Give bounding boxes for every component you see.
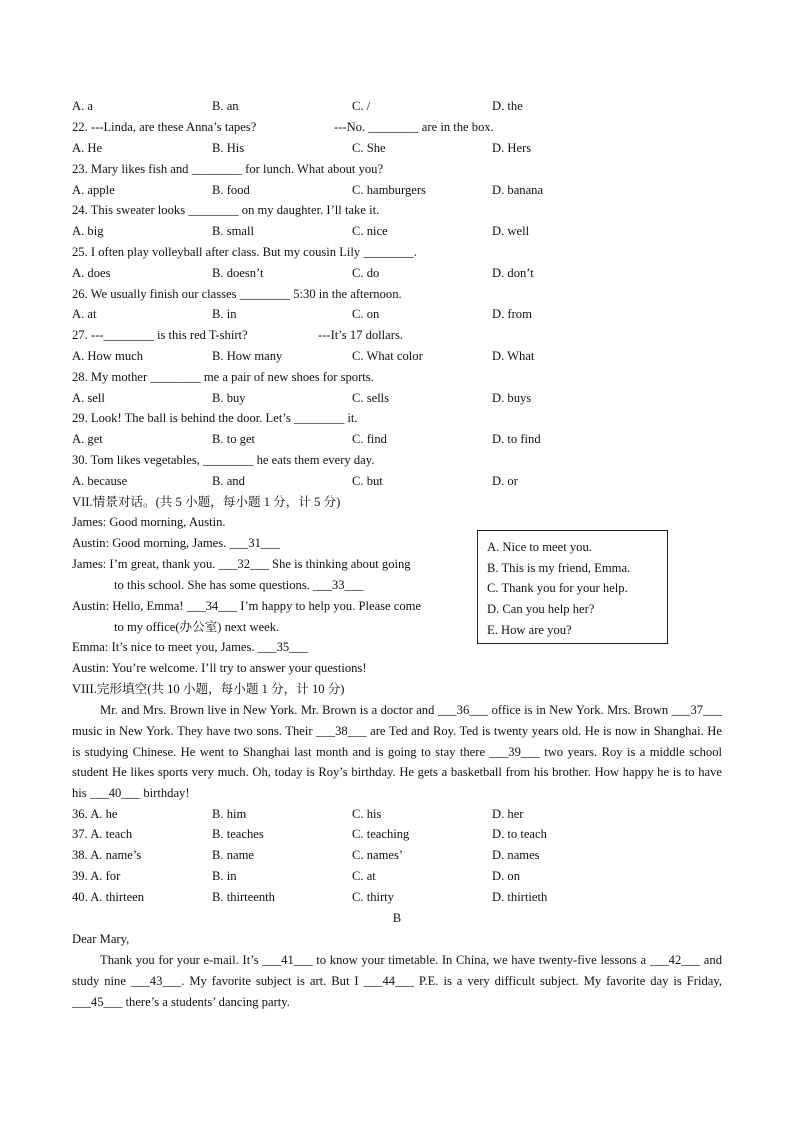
option-b: B. him — [212, 807, 247, 821]
option-a: 40. A. thirteen — [72, 890, 145, 904]
option-b: B. to get — [212, 432, 256, 446]
option-c: C. thirty — [352, 890, 394, 904]
option-c: C. on — [352, 307, 380, 321]
q21-options — [72, 98, 732, 114]
option-d: D. on — [492, 869, 520, 883]
option-d: D. or — [492, 474, 518, 488]
option-d: D. well — [492, 224, 530, 238]
option-a: A. apple — [72, 183, 115, 197]
dialogue-line-6: Austin: You’re welcome. I’ll try to answer your questions! — [72, 661, 367, 675]
option-a: A. He — [72, 141, 103, 155]
option-d: D. don’t — [492, 266, 534, 280]
q25-stem: 25. I often play volleyball after class. But my cousin Lily ________. — [72, 245, 417, 259]
option-b: B. in — [212, 869, 237, 883]
option-b: B. thirteenth — [212, 890, 275, 904]
option-a: A. a — [72, 99, 93, 113]
option-a: 37. A. teach — [72, 827, 133, 841]
option-a: A. at — [72, 307, 97, 321]
option-a: A. get — [72, 432, 103, 446]
option-c: C. names’ — [352, 848, 404, 862]
dialogue-options-box — [477, 530, 668, 644]
q37-options — [72, 826, 732, 842]
q22-reply: ---No. ________ are in the box. — [334, 120, 494, 134]
section-7-heading: VII.情景对话。(共 5 小题，每小题 1 分，计 5 分) — [72, 495, 341, 509]
q36-options — [72, 806, 732, 822]
section-8-heading: VIII.完形填空(共 10 小题，每小题 1 分，计 10 分) — [72, 682, 345, 696]
dialogue-line-4-cont: to my office(办公室) next week. — [114, 620, 280, 634]
option-d: D. thirtieth — [492, 890, 548, 904]
option-b: B. in — [212, 307, 237, 321]
option-a: A. big — [72, 224, 104, 238]
option-b: B. teaches — [212, 827, 264, 841]
option-b: B. name — [212, 848, 254, 862]
option-c: C. at — [352, 869, 376, 883]
dialogue-line-3: James: I’m great, thank you. ___32___ She is thinking about going — [72, 557, 411, 571]
option-b: B. food — [212, 183, 250, 197]
q38-options — [72, 847, 732, 863]
option-c: C. do — [352, 266, 380, 280]
q27-reply: ---It’s 17 dollars. — [318, 328, 403, 342]
option-b: B. an — [212, 99, 239, 113]
option-c: C. teaching — [352, 827, 410, 841]
option-c: C. hamburgers — [352, 183, 426, 197]
option-c: C. find — [352, 432, 387, 446]
option-c: C. She — [352, 141, 386, 155]
q22-stem: 22. ---Linda, are these Anna’s tapes? — [72, 120, 257, 134]
option-a: A. because — [72, 474, 128, 488]
option-d: D. from — [492, 307, 532, 321]
option-a: A. How much — [72, 349, 144, 363]
box-option-d: D. Can you help her? — [487, 602, 595, 617]
option-d: D. buys — [492, 391, 532, 405]
q23-stem: 23. Mary likes fish and ________ for lunch. What about you? — [72, 162, 384, 176]
q26-stem: 26. We usually finish our classes ________ 5:30 in the afternoon. — [72, 287, 402, 301]
option-c: C. sells — [352, 391, 390, 405]
option-d: D. What — [492, 349, 535, 363]
option-b: B. buy — [212, 391, 246, 405]
dialogue-line-5: Emma: It’s nice to meet you, James. ___35___ — [72, 640, 309, 654]
option-b: B. doesn’t — [212, 266, 264, 280]
q26-options — [72, 306, 732, 322]
box-option-b: B. This is my friend, Emma. — [487, 560, 631, 575]
option-d: D. her — [492, 807, 524, 821]
q28-stem: 28. My mother ________ me a pair of new shoes for sports. — [72, 370, 374, 384]
option-c: C. nice — [352, 224, 388, 238]
dialogue-line-3-cont: to this school. She has some questions. ___33___ — [114, 578, 364, 592]
option-a: A. sell — [72, 391, 105, 405]
q25-options — [72, 265, 732, 281]
q29-stem: 29. Look! The ball is behind the door. Let’s ________ it. — [72, 411, 358, 425]
option-c: C. but — [352, 474, 383, 488]
q40-options — [72, 889, 732, 905]
option-c: C. his — [352, 807, 382, 821]
option-d: D. to teach — [492, 827, 547, 841]
part-b-label: B — [392, 911, 402, 925]
q29-options — [72, 431, 732, 447]
option-d: D. the — [492, 99, 523, 113]
q28-options — [72, 390, 732, 406]
option-a: 38. A. name’s — [72, 848, 142, 862]
box-option-e: E. How are you? — [487, 622, 572, 637]
q30-options — [72, 473, 732, 489]
option-b: B. small — [212, 224, 254, 238]
option-d: D. Hers — [492, 141, 532, 155]
dialogue-line-2: Austin: Good morning, James. ___31___ — [72, 536, 280, 550]
option-d: D. banana — [492, 183, 544, 197]
cloze-passage-a: Mr. and Mrs. Brown live in New York. Mr. Brown is a doctor and ___36___ office is in New York. Mrs. Brown ___37___ music in New York. They have two sons. Their ___38___ are Ted and Roy. Ted is twenty years old. He is now in Shanghai. He is studying Chinese. He went to Shanghai last month and is going to stay there ___39___ two years. Roy is a middle school student He likes sports very much. Oh, today is Roy’s birthday. He gets a basketball from his brother. How happy he is to have his ___40___ birthday! — [72, 703, 722, 801]
q23-options — [72, 182, 732, 198]
q30-stem: 30. Tom likes vegetables, ________ he eats them every day. — [72, 453, 375, 467]
dialogue-line-1: James: Good morning, Austin. — [72, 515, 226, 529]
option-d: D. names — [492, 848, 540, 862]
q24-options — [72, 223, 732, 239]
option-c: C. / — [352, 99, 371, 113]
q27-stem: 27. ---________ is this red T-shirt? — [72, 328, 248, 342]
option-b: B. His — [212, 141, 245, 155]
q39-options — [72, 868, 732, 884]
q27-options — [72, 348, 732, 364]
option-d: D. to find — [492, 432, 541, 446]
option-b: B. How many — [212, 349, 283, 363]
option-a: 39. A. for — [72, 869, 121, 883]
dialogue-line-4: Austin: Hello, Emma! ___34___ I’m happy to help you. Please come — [72, 599, 422, 613]
box-option-c: C. Thank you for your help. — [487, 581, 628, 596]
option-a: 36. A. he — [72, 807, 118, 821]
box-option-a: A. Nice to meet you. — [487, 540, 592, 554]
letter-greeting: Dear Mary, — [72, 932, 130, 946]
cloze-passage-b: Thank you for your e-mail. It’s ___41___ to know your timetable. In China, we have twenty-five lessons a ___42___ and study nine ___43___. My favorite subject is art. But I ___44___ P.E. is a very difficult subject. My favorite day is Friday, ___45___ there’s a students’ dancing party. — [72, 953, 722, 1009]
option-c: C. What color — [352, 349, 423, 363]
option-a: A. does — [72, 266, 111, 280]
q24-stem: 24. This sweater looks ________ on my daughter. I’ll take it. — [72, 203, 380, 217]
q22-options — [72, 140, 732, 156]
option-b: B. and — [212, 474, 245, 488]
